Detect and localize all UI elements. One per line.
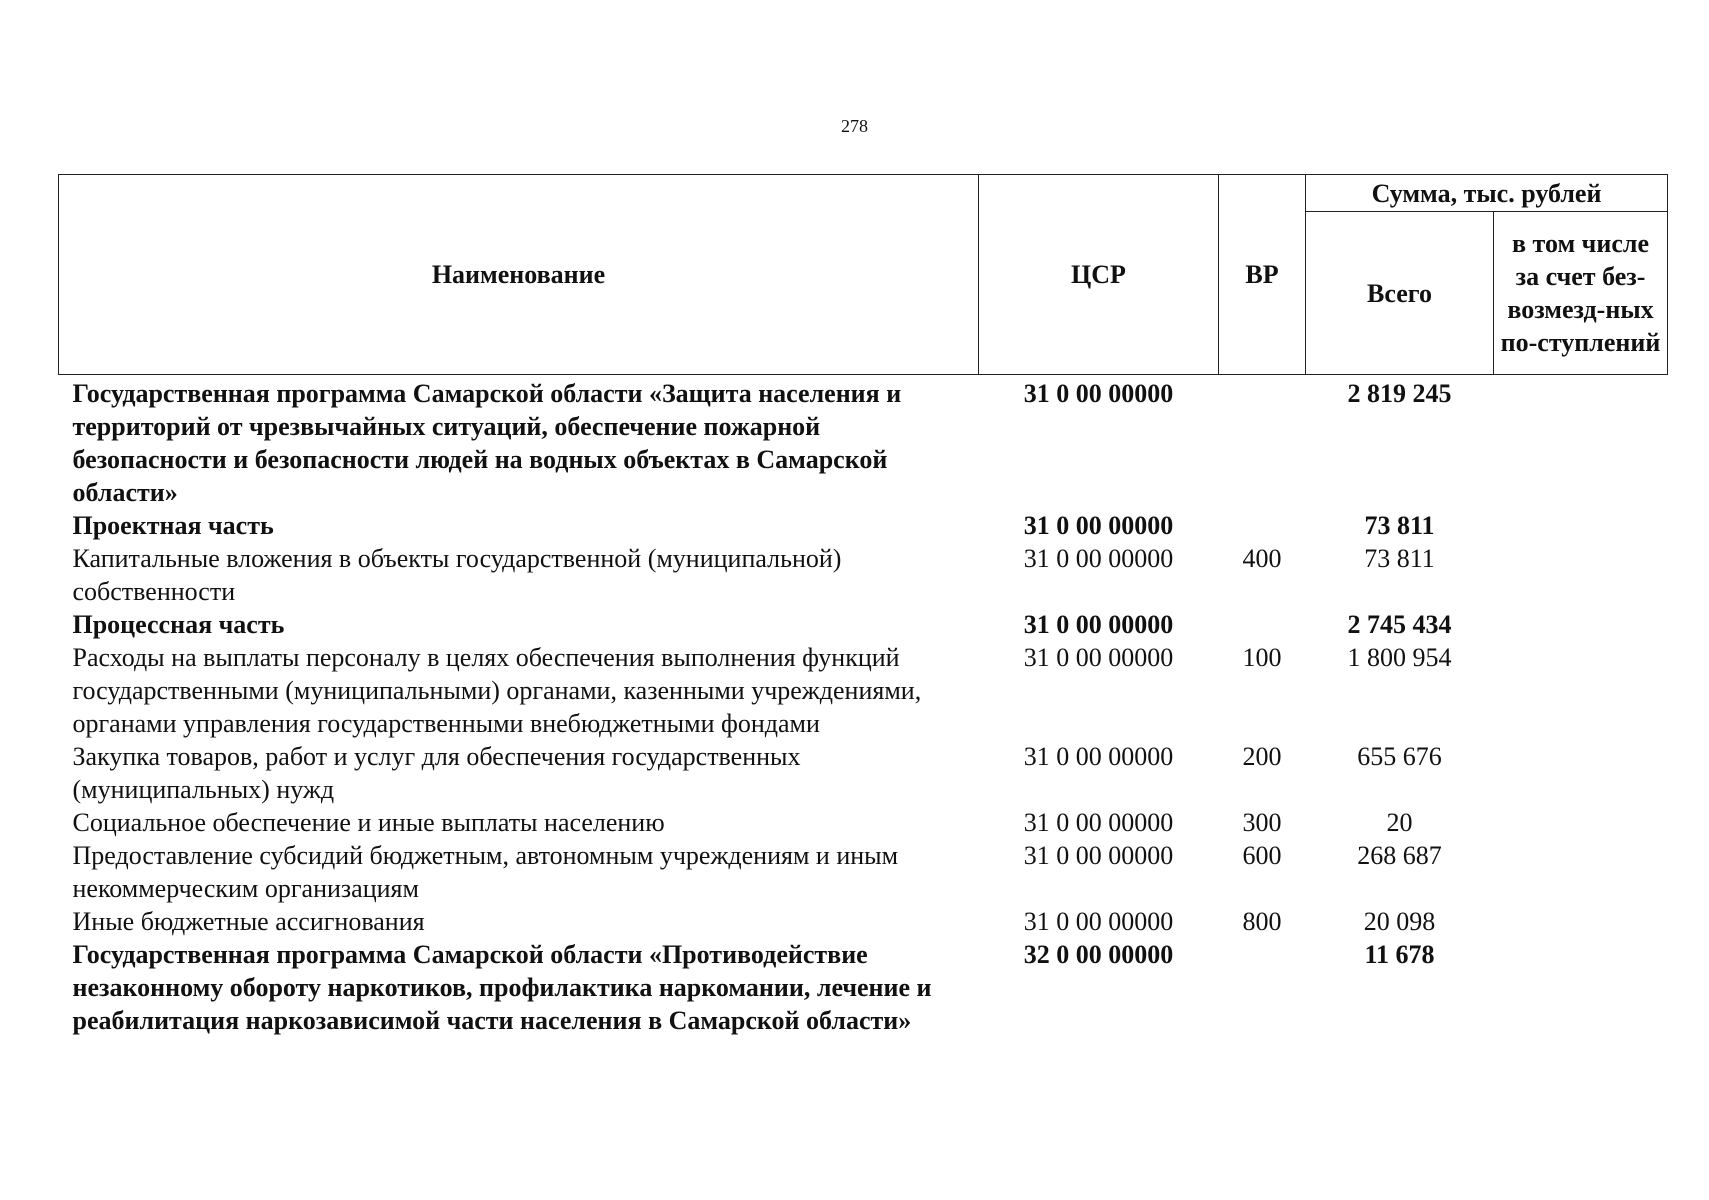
row-grants — [1494, 839, 1668, 905]
row-csr: 32 0 00 00000 — [1023, 940, 1174, 969]
row-csr: 31 0 00 00000 — [1023, 379, 1174, 408]
row-total: 11 678 — [1364, 940, 1435, 969]
table-row — [59, 806, 1668, 839]
row-vr: 400 — [1242, 544, 1282, 573]
row-name: Социальное обеспечение и иные выплаты населению — [72, 808, 665, 837]
row-total: 655 676 — [1357, 742, 1442, 771]
row-vr: 800 — [1242, 907, 1282, 936]
row-csr: 31 0 00 00000 — [1023, 643, 1174, 672]
row-vr — [1219, 509, 1306, 542]
table-row — [59, 641, 1668, 740]
table-row — [59, 740, 1668, 806]
table-row — [59, 839, 1668, 905]
row-total: 20 — [1386, 808, 1413, 837]
header-grants: в том числе за счет без-возмезд-ных по-ступлений — [1494, 212, 1668, 375]
row-grants — [1494, 542, 1668, 608]
row-vr: 600 — [1242, 841, 1282, 870]
header-vr: ВР — [1219, 175, 1306, 375]
row-total: 73 811 — [1364, 544, 1435, 573]
row-name: Расходы на выплаты персоналу в целях обеспечения выполнения функций государственными (муниципальными) органами, казенными учреждениями, органами управления государственными внебюджетными фондами — [72, 643, 922, 738]
header-sum-group: Сумма, тыс. рублей — [1306, 175, 1668, 212]
row-name: Капитальные вложения в объекты государственной (муниципальной) собственности — [72, 544, 842, 606]
row-total: 2 745 434 — [1347, 610, 1452, 639]
row-total: 73 811 — [1364, 511, 1435, 540]
table-body — [59, 375, 1668, 1038]
header-total: Всего — [1306, 212, 1494, 375]
table-row — [59, 905, 1668, 938]
row-csr: 31 0 00 00000 — [1023, 511, 1174, 540]
row-grants — [1494, 740, 1668, 806]
row-name: Государственная программа Самарской области «Противодействие незаконному обороту наркотиков, профилактика наркомании, лечение и реабилитация наркозависимой части населения в Самарской области» — [72, 940, 932, 1035]
budget-table — [58, 174, 1668, 1037]
row-total: 268 687 — [1357, 841, 1442, 870]
row-total: 20 098 — [1363, 907, 1436, 936]
row-csr: 31 0 00 00000 — [1023, 544, 1174, 573]
table-row — [59, 375, 1668, 510]
row-grants — [1494, 905, 1668, 938]
table-row — [59, 509, 1668, 542]
row-vr — [1219, 938, 1306, 1037]
row-grants — [1494, 509, 1668, 542]
row-csr: 31 0 00 00000 — [1023, 808, 1174, 837]
row-vr: 100 — [1242, 643, 1282, 672]
row-vr — [1219, 608, 1306, 641]
row-total: 2 819 245 — [1347, 379, 1452, 408]
row-name: Проектная часть — [72, 511, 274, 540]
row-name: Иные бюджетные ассигнования — [72, 907, 425, 936]
row-grants — [1494, 375, 1668, 510]
row-csr: 31 0 00 00000 — [1023, 907, 1174, 936]
row-csr: 31 0 00 00000 — [1023, 742, 1174, 771]
row-grants — [1494, 641, 1668, 740]
table-row — [59, 608, 1668, 641]
row-grants — [1494, 608, 1668, 641]
table-row — [59, 938, 1668, 1037]
row-vr — [1219, 375, 1306, 510]
row-grants — [1494, 938, 1668, 1037]
row-total: 1 800 954 — [1347, 643, 1452, 672]
row-csr: 31 0 00 00000 — [1023, 610, 1174, 639]
header-csr: ЦСР — [979, 175, 1219, 375]
row-name: Предоставление субсидий бюджетным, автономным учреждениям и иным некоммерческим организациям — [72, 841, 899, 903]
row-name: Процессная часть — [72, 610, 285, 639]
row-grants — [1494, 806, 1668, 839]
row-name: Государственная программа Самарской области «Защита населения и территорий от чрезвычайных ситуаций, обеспечение пожарной безопасности и безопасности людей на водных объектах в Самарской области» — [72, 379, 902, 507]
row-vr: 300 — [1242, 808, 1282, 837]
table-header — [59, 175, 1668, 375]
table-row — [59, 542, 1668, 608]
row-csr: 31 0 00 00000 — [1023, 841, 1174, 870]
header-name: Наименование — [59, 175, 979, 375]
row-name: Закупка товаров, работ и услуг для обеспечения государственных (муниципальных) нужд — [72, 742, 801, 804]
row-vr: 200 — [1242, 742, 1282, 771]
page-number: 278 — [841, 116, 868, 136]
